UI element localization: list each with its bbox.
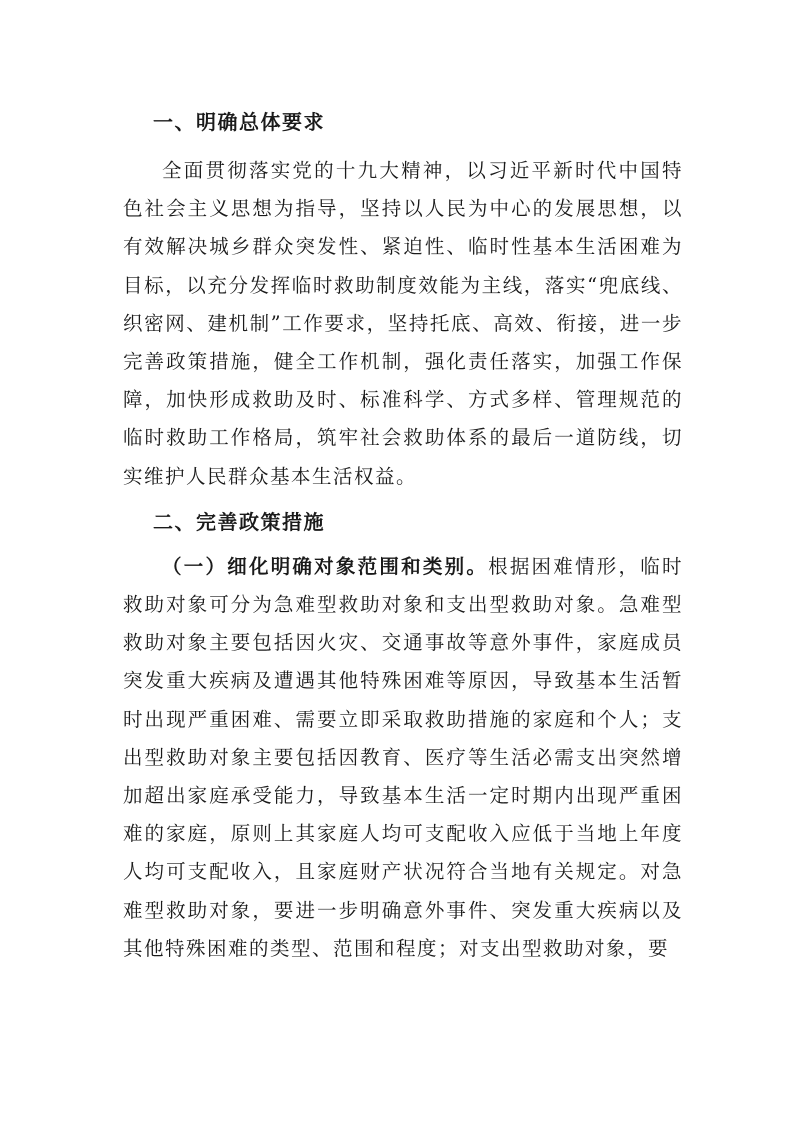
paragraph-target-scope	[123, 548, 683, 968]
section-heading-improve-policy: 二、完善政策措施	[153, 509, 325, 534]
paragraph-overall-requirements: 全面贯彻落实党的十九大精神，以习近平新时代中国特色社会主义思想为指导，坚持以人民为中心的发展思想，以有效解决城乡群众突发性、紧迫性、临时性基本生活困难为目标，以充分发挥临时救助制度效能为主线，落实“兜底线、织密网、建机制”工作要求，坚持托底、高效、衔接，进一步完善政策措施，健全工作机制，强化责任落实，加强工作保障，加快形成救助及时、标准科学、方式多样、管理规范的临时救助工作格局，筑牢社会救助体系的最后一道防线，切实维护人民群众基本生活权益。	[123, 159, 683, 488]
section-heading-overall-requirements: 一、明确总体要求	[153, 110, 325, 134]
item-lead-refine-scope: （一）细化明确对象范围和类别。	[162, 554, 489, 578]
document-body	[123, 98, 683, 968]
item-text-refine-scope: 根据困难情形，临时救助对象可分为急难型救助对象和支出型救助对象。急难型救助对象主要包括因火灾、交通事故等意外事件，家庭成员突发重大疾病及遭遇其他特殊困难等原因，导致基本生活暂时出现严重困难、需要立即采取救助措施的家庭和个人；支出型救助对象主要包括因教育、医疗等生活必需支出突然增加超出家庭承受能力，导致基本生活一定时期内出现严重困难的家庭，原则上其家庭人均可支配收入应低于当地上年度人均可支配收入，且家庭财产状况符合当地有关规定。对急难型救助对象，要进一步明确意外事件、突发重大疾病以及其他特殊困难的类型、范围和程度；对支出型救助对象，要	[123, 554, 683, 960]
